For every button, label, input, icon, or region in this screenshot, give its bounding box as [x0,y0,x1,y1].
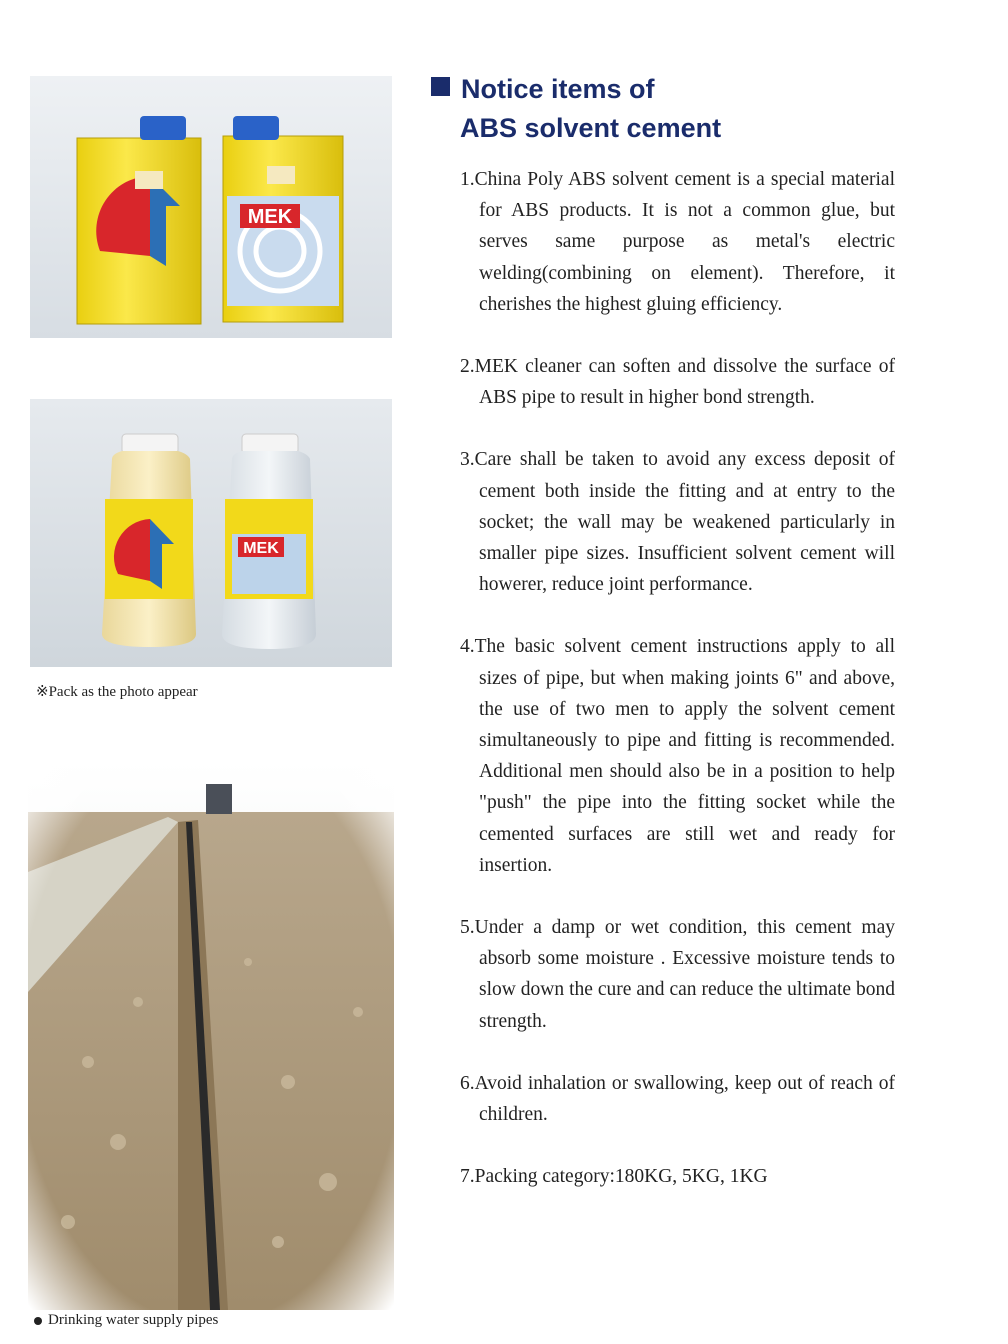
product-cans-photo [30,76,392,338]
item-number: 6. [460,1072,475,1094]
notice-item [460,1161,895,1192]
item-number: 3. [460,449,475,471]
mek-can-label: MEK [247,206,293,228]
notice-item [460,1068,895,1130]
trench-caption-text: Drinking water supply pipes [48,1312,219,1328]
item-number: 7. [460,1166,475,1188]
item-number: 1. [460,169,475,190]
notice-item [460,164,895,320]
item-number: 4. [460,636,475,658]
product-bottles-photo [30,399,392,667]
notice-item [460,631,895,881]
item-text: China Poly ABS solvent cement is a special material for ABS products. It is not a common glue, but serves same purpose as metal's electric welding(combining on element). Therefore, it cherishes the highest gluing efficiency. [474,169,895,315]
trench-pipe-photo [28,762,394,1310]
item-text: Under a damp or wet condition, this cement may absorb some moisture . Excessive moisture tends to slow down the cure and can reduce the ultimate bond strength. [474,917,895,1032]
trench-caption [34,1312,218,1329]
item-text: The basic solvent cement instructions apply to all sizes of pipe, but when making joints 6" and above, the use of two men to apply the solvent cement simultaneously to pipe and fitting is recommended. Additional men should also be in a position to help "push" the pipe into the fitting socket while the cemented surfaces are still wet and ready for insertion. [474,636,895,876]
notice-item [460,912,895,1037]
item-number: 5. [460,917,475,939]
item-text: MEK cleaner can soften and dissolve the surface of ABS pipe to result in higher bond strength. [474,356,895,409]
notice-item [460,444,895,600]
section-heading [431,70,721,148]
item-number: 2. [460,356,475,378]
item-text: Care shall be taken to avoid any excess deposit of cement both inside the fitting and at entry to the socket; the wall may be weakened particularly in smaller pipe sizes. Insufficient solvent cement will howerer, reduce joint performance. [474,449,895,596]
item-text: Avoid inhalation or swallowing, keep out of reach of children. [474,1072,895,1126]
notice-list [460,164,895,1192]
notice-item [460,351,895,413]
bullet-icon [34,1317,42,1325]
pack-caption: ※Pack as the photo appear [36,684,198,700]
square-bullet-icon [431,77,450,96]
heading-line-2: ABS solvent cement [460,113,722,143]
mek-bottle-label: MEK [243,540,279,557]
item-text: Packing category:180KG, 5KG, 1KG [474,1166,768,1188]
heading-line-1: Notice items of [461,74,655,104]
